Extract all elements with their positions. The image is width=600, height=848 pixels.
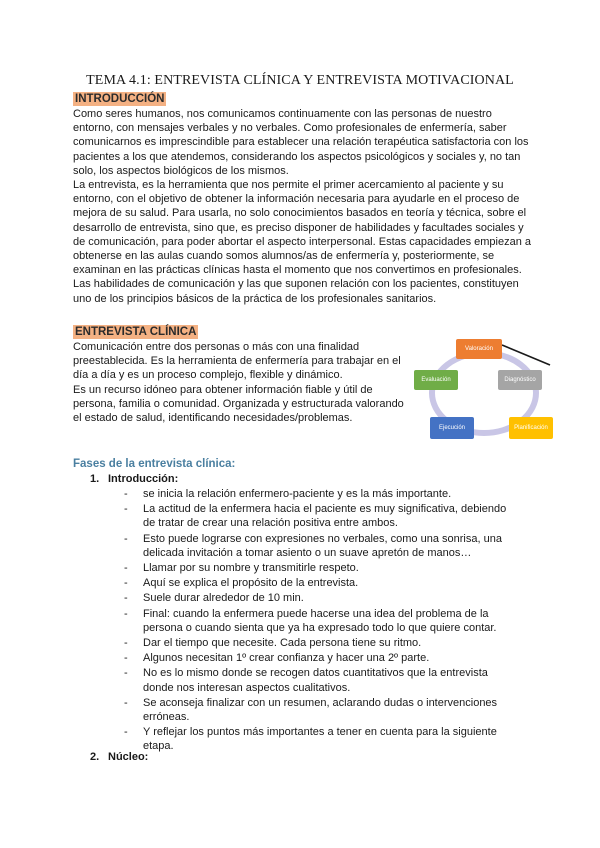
intro-text xyxy=(73,107,531,306)
list-item: - No es lo mismo donde se recogen datos cuantitativos que la entrevista donde nos interesan aspectos cualitativos. xyxy=(122,666,512,694)
list-item: - Esto puede lograrse con expresiones no verbales, como una sonrisa, una delicada invitación a tomar asiento o un suave apretón de manos… xyxy=(122,532,512,560)
intro-paragraph-2: La entrevista, es la herramienta que nos permite el primer acercamiento al paciente y su entorno, con el objetivo de obtener la información necesaria para ayudarle en el proceso de mejora de su salud. Para usarla, no solo conocimientos basados en teoría y técnica, sobre el desarrollo de entrevista, sino que, es preciso disponer de habilidades y facultades sociales y de comunicación, para poder abortar el aspecto interpersonal. Estas capacidades empiezan a obtenerse en las aulas cuando somos alumnos/as de enfermería y, posteriormente, se examinan en las prácticas clínicas hasta el momento que nos convertimos en profesionales. xyxy=(73,179,531,277)
clinica-paragraph-2: Es un recurso idóneo para obtener información fiable y útil de persona, familia o comunidad. Organizada y estructurada valorando el estado de salud, identificando necesidades/problemas. xyxy=(73,383,404,425)
list-item: - Dar el tiempo que necesite. Cada persona tiene su ritmo. xyxy=(122,636,512,650)
ejecucion-box: Ejecución xyxy=(430,417,474,439)
list-item: - Llamar por su nombre y transmitirle respeto. xyxy=(122,561,512,575)
intro-paragraph-3: Las habilidades de comunicación y las que suponen relación con los pacientes, constituyen uno de los principios básicos de la práctica de los profesionales sanitarios. xyxy=(73,278,519,305)
clinica-text xyxy=(73,340,408,425)
page-title: TEMA 4.1: ENTREVISTA CLÍNICA Y ENTREVISTA MOTIVACIONAL xyxy=(86,73,514,88)
list-item: - Aquí se explica el propósito de la entrevista. xyxy=(122,576,512,590)
intro-paragraph-1: Como seres humanos, nos comunicamos continuamente con las personas de nuestro entorno, con mensajes verbales y no verbales. Como profesionales de enfermería, saber comunicarnos es imprescindible para establecer una relación terapéutica satisfactoria con los pacientes a los que atendemos, considerando los aspectos psicológicos y sociales y, no tan solo, los aspectos biológicos de los mismos. xyxy=(73,108,529,177)
list-item: - Final: cuando la enfermera puede hacerse una idea del problema de la persona o cuando sienta que ya ha expresado todo lo que quiere contar. xyxy=(122,607,512,635)
list-item: - Y reflejar los puntos más importantes a tener en cuenta para la siguiente etapa. xyxy=(122,725,512,753)
intro-heading: INTRODUCCIÓN xyxy=(75,93,165,105)
clinica-heading: ENTREVISTA CLÍNICA xyxy=(75,326,197,338)
list-item: - Algunos necesitan 1º crear confianza y hacer una 2º parte. xyxy=(122,651,512,665)
fase-2-label: Núcleo: xyxy=(108,751,149,763)
list-item: - Suele durar alrededor de 10 min. xyxy=(122,591,512,605)
fase-2-number: 2. xyxy=(90,751,100,763)
fase-1-number: 1. xyxy=(90,473,100,485)
list-item: - se inicia la relación enfermero-paciente y es la más importante. xyxy=(122,487,512,501)
fases-heading: Fases de la entrevista clínica: xyxy=(73,458,236,470)
evaluacion-box: Evaluación xyxy=(414,370,458,390)
clinica-paragraph-1: Comunicación entre dos personas o más con una finalidad preestablecida. Es la herramienta de enfermería para trabajar en el día a día y es un proceso complejo, flexible y dinámico. xyxy=(73,341,401,382)
nursing-process-diagram xyxy=(412,335,562,445)
diagnostico-box: Diagnóstico xyxy=(498,370,542,390)
list-item: - Se aconseja finalizar con un resumen, aclarando dudas o intervenciones erróneas. xyxy=(122,696,512,724)
fase-1-label: Introducción: xyxy=(108,473,179,485)
planificacion-box: Planificación xyxy=(509,417,553,439)
valoracion-box: Valoración xyxy=(456,339,502,359)
fase-1-list xyxy=(122,487,512,755)
list-item: - La actitud de la enfermera hacia el paciente es muy significativa, debiendo de tratar de crear una relación positiva entre ambos. xyxy=(122,502,512,530)
